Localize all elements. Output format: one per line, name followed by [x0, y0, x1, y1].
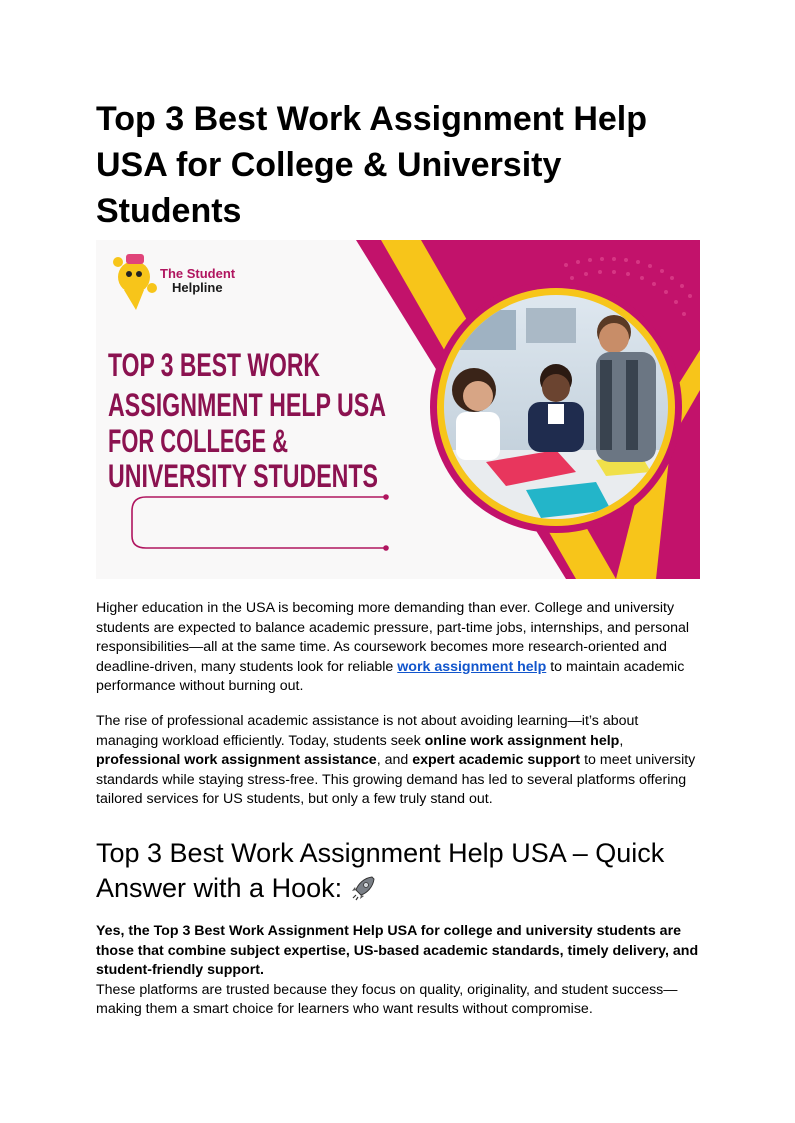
logo-line1: The Student: [160, 266, 236, 281]
section-heading-text: Top 3 Best Work Assignment Help USA – Quick Answer with a Hook:: [96, 838, 665, 903]
para2-text-3: , and: [376, 752, 413, 768]
quick-answer-bold: Yes, the Top 3 Best Work Assignment Help USA for college and university students are those that combine subject expertise, US-based academic standards, timely delivery, and student-friendly support.: [96, 923, 699, 978]
quick-answer-paragraph: [96, 922, 700, 1020]
section-heading: [96, 836, 700, 910]
para2-text-2: ,: [619, 732, 624, 749]
headline-line-4: UNIVERSITY STUDENTS: [108, 458, 378, 494]
para2-text-1: The rise of professional academic assistance is not about avoiding learning—it’s about managing workload efficiently. Today, students seek: [96, 713, 639, 749]
page-title: Top 3 Best Work Assignment Help USA for College & University Students: [96, 100, 648, 230]
quick-answer-follow-up: These platforms are trusted because they focus on quality, originality, and student success—making them a smart choice for learners who want results without compromise.: [96, 981, 678, 1017]
para2-bold-2: professional work assignment assistance: [96, 752, 377, 768]
para2-bold-3: expert academic support: [412, 752, 581, 768]
rocket-icon: [350, 875, 376, 910]
hero-banner: [96, 240, 700, 579]
intro-text-2: to maintain academic performance without burning out.: [96, 658, 685, 694]
rise-paragraph: [96, 712, 700, 810]
headline-line-1: TOP 3 BEST WORK: [108, 347, 320, 383]
work-assignment-help-link[interactable]: work assignment help: [397, 658, 547, 675]
intro-paragraph: [96, 599, 700, 697]
logo-line2: Helpline: [172, 280, 223, 295]
para2-bold-1: online work assignment help: [424, 732, 620, 749]
headline-line-3: FOR COLLEGE &: [108, 423, 288, 459]
banner-graphic: [96, 240, 700, 579]
intro-text-1: Higher education in the USA is becoming more demanding than ever. College and university students are expected to balance academic pressure, part-time jobs, internships, and personal responsibilities—all at the same time. As coursework becomes more research-oriented and deadline-driven, many students look for reliable: [96, 600, 690, 675]
headline-line-2: ASSIGNMENT HELP USA: [108, 387, 386, 423]
para2-text-4: to meet university standards while staying stress-free. This growing demand has led to several platforms offering tailored services for US students, but only a few truly stand out.: [96, 752, 696, 807]
